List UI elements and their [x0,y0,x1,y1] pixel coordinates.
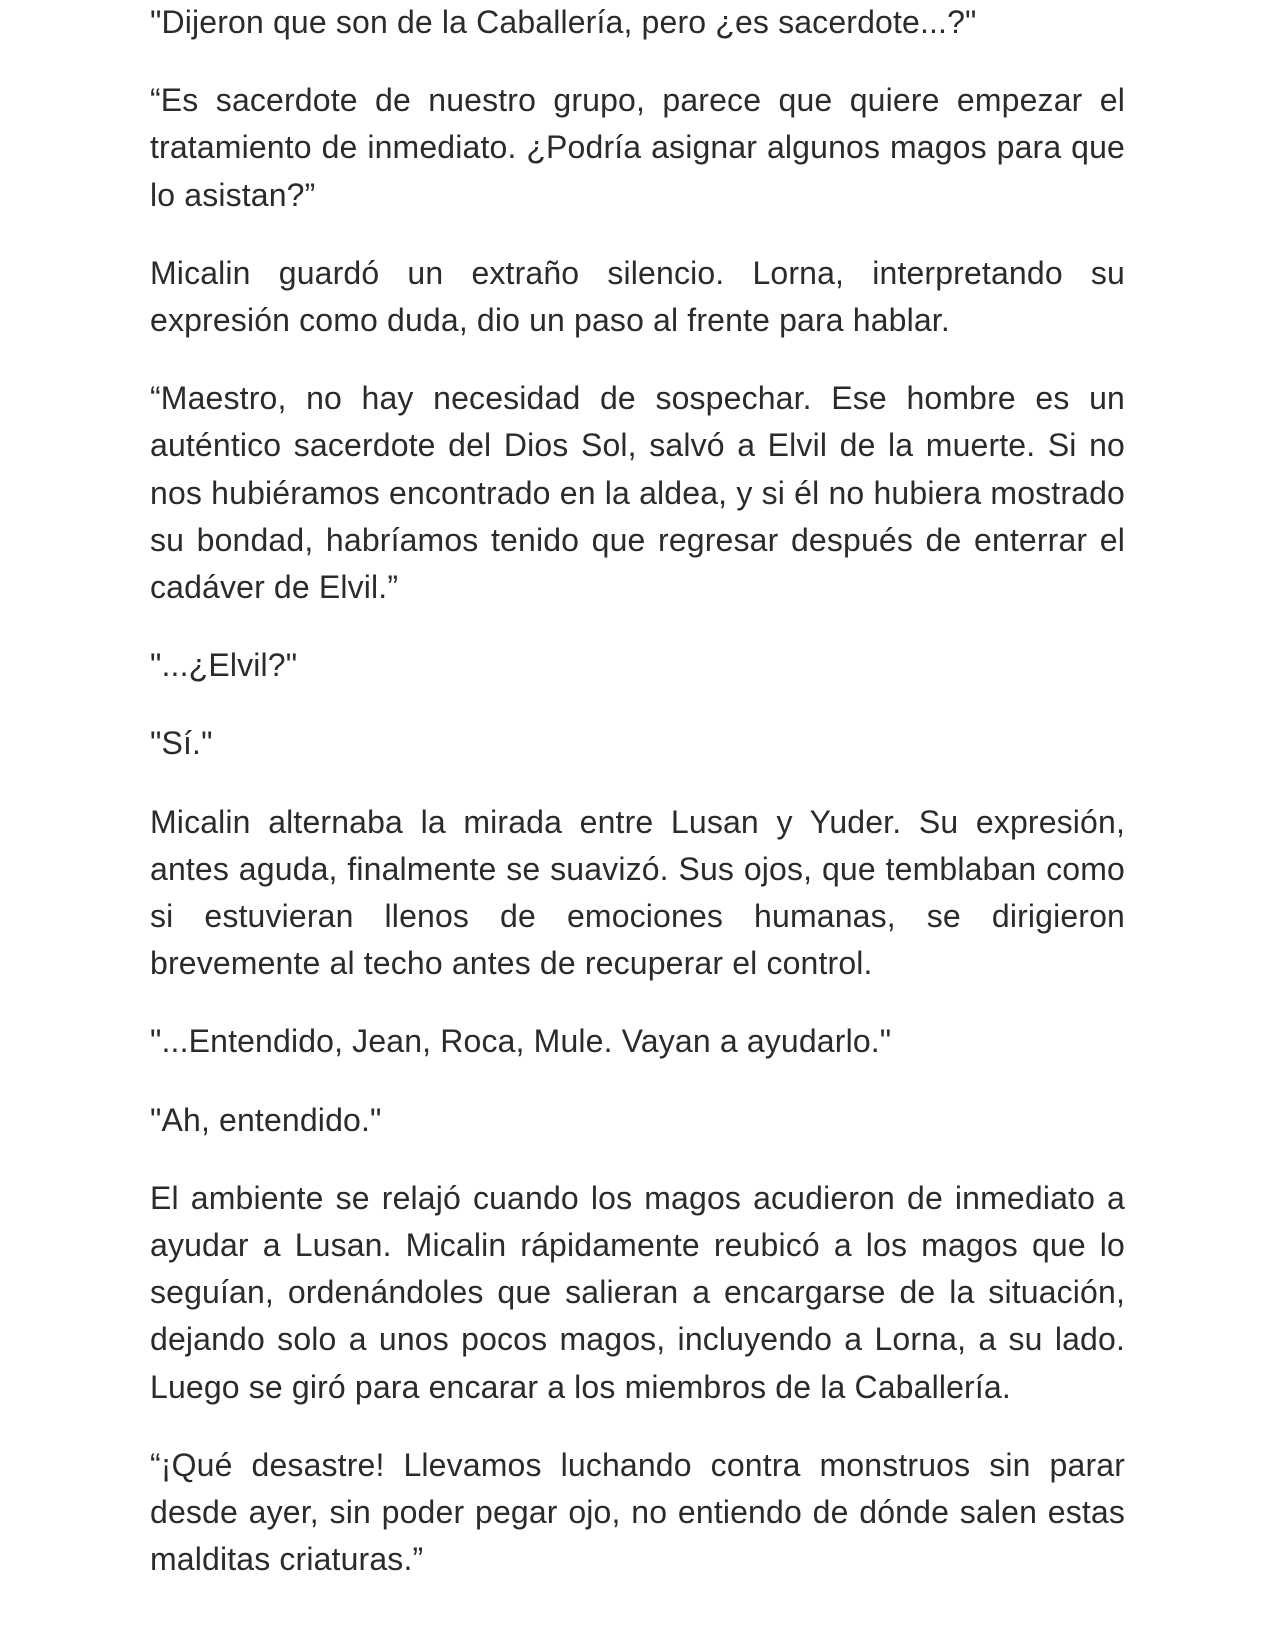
paragraph: Micalin alternaba la mirada entre Lusan y Yuder. Su expresión, antes aguda, finalmente se suavizó. Sus ojos, que temblaban como si estuvieran llenos de emociones humanas, se dirigieron brevemente al techo antes de recuperar el control. [150,803,1125,982]
paragraph: “Maestro, no hay necesidad de sospechar. Ese hombre es un auténtico sacerdote del Dios Sol, salvó a Elvil de la muerte. Si no nos hubiéramos encontrado en la aldea, y si él no hubiera mostrado su bondad, habríamos tenido que regresar después de enterrar el cadáver de Elvil.” [150,380,1125,606]
paragraph: "Sí." [150,725,213,762]
document-page [150,0,1125,1614]
paragraph: "Dijeron que son de la Caballería, pero ¿es sacerdote...?" [150,4,977,40]
paragraph: El ambiente se relajó cuando los magos acudieron de inmediato a ayudar a Lusan. Micalin rápidamente reubicó a los magos que lo seguían, ordenándoles que salieran a encargarse de la situación, dejando solo a unos pocos magos, incluyendo a Lorna, a su lado. Luego se giró para encarar a los miembros de la Caballería. [150,1179,1125,1405]
paragraph: Micalin guardó un extraño silencio. Lorna, interpretando su expresión como duda, dio un paso al frente para hablar. [150,254,1125,339]
paragraph: "Ah, entendido." [150,1101,382,1138]
paragraph: “¡Qué desastre! Llevamos luchando contra monstruos sin parar desde ayer, sin poder pegar ojo, no entiendo de dónde salen estas malditas criaturas.” [150,1446,1125,1578]
paragraph: “Es sacerdote de nuestro grupo, parece que quiere empezar el tratamiento de inmediato. ¿Podría asignar algunos magos para que lo asistan?” [150,82,1125,213]
paragraph: "...¿Elvil?" [150,647,298,684]
paragraph: "...Entendido, Jean, Roca, Mule. Vayan a ayudarlo." [150,1023,892,1060]
